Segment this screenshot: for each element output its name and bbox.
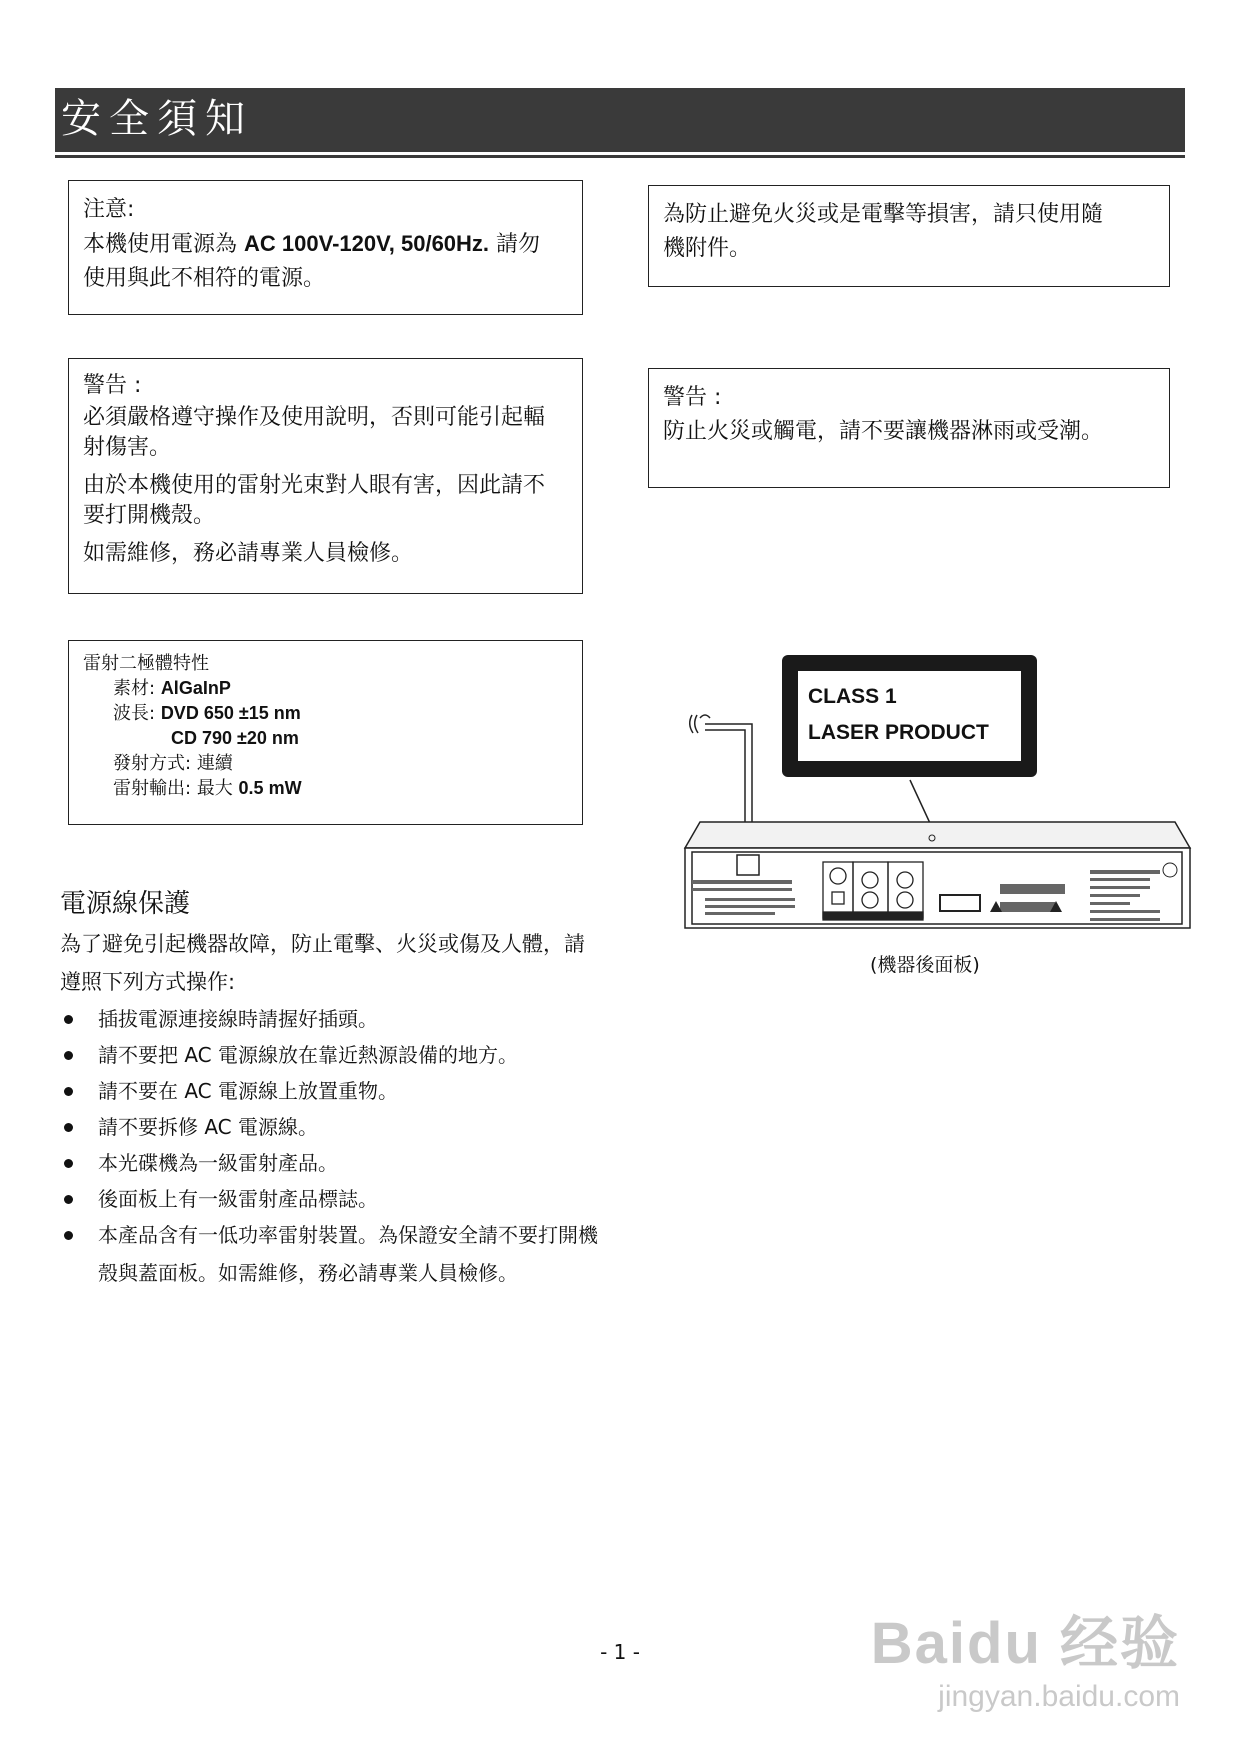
notice-line1-a: 本機使用電源為 (83, 232, 238, 257)
notice-voltage: AC 100V-120V, 50/60Hz. (244, 231, 490, 256)
page-title: 安全須知 (61, 96, 253, 142)
laser-warning-p2-line2: 要打開機殼。 (83, 503, 216, 528)
baidu-watermark (871, 1596, 1180, 1714)
list-item: 請不要把 AC 電源線放在靠近熱源設備的地方。 (60, 1036, 605, 1074)
figure-caption: (機器後面板) (870, 954, 980, 976)
bullet-icon (64, 1051, 73, 1060)
accessory-line2: 機附件。 (663, 236, 752, 261)
accessory-line1: 為防止避免火災或是電擊等損害，請只使用隨 (663, 202, 1104, 227)
power-cord-title: 電源線保護 (60, 889, 191, 919)
bullet-icon (64, 1159, 73, 1168)
bullet-icon (64, 1087, 73, 1096)
list-item: 插拔電源連接線時請握好插頭。 (60, 1000, 605, 1038)
spec-material-value: AlGaInP (160, 678, 231, 698)
class1-laser-label (782, 655, 1037, 777)
bullet-icon (64, 1123, 73, 1132)
label-line2: LASER PRODUCT (808, 721, 989, 744)
power-cord-list (60, 1000, 605, 1290)
spec-material-label: 素材: (113, 678, 156, 699)
class1-label-inner (798, 671, 1021, 761)
bullet-icon (64, 1195, 73, 1204)
list-item: 後面板上有一級雷射產品標誌。 (60, 1180, 605, 1218)
laser-warning-heading: 警告 : (83, 373, 142, 398)
list-item: 請不要拆修 AC 電源線。 (60, 1108, 605, 1146)
laser-warning-p2-line1: 由於本機使用的雷射光束對人眼有害，因此請不 (83, 473, 546, 498)
laser-warning-p3: 如需維修，務必請專業人員檢修。 (83, 541, 414, 566)
laser-warning-p1-line2: 射傷害。 (83, 435, 172, 460)
spec-wavelength-label: 波長: (113, 703, 156, 724)
watermark-brand: Baidu 经验 (870, 1611, 1180, 1676)
laser-spec-heading: 雷射二極體特性 (83, 653, 209, 674)
spec-output-value: 0.5 mW (238, 778, 302, 798)
watermark-url: jingyan.baidu.com (938, 1680, 1180, 1713)
label-line1: CLASS 1 (808, 685, 897, 708)
laser-warning-p1-line1: 必須嚴格遵守操作及使用說明，否則可能引起輻 (83, 405, 546, 430)
spec-emission-label: 發射方式: (113, 753, 192, 774)
spec-emission-value: 連續 (196, 753, 233, 774)
notice-line2: 使用與此不相符的電源。 (83, 266, 326, 291)
rear-laser-label (940, 895, 980, 911)
page-number: - 1 - (600, 1640, 640, 1664)
spec-wavelength-cd: CD 790 ±20 nm (171, 728, 299, 748)
bullet-icon (64, 1231, 73, 1240)
fire-warning-heading: 警告 : (663, 385, 722, 410)
power-cord-intro: 為了避免引起機器故障，防止電擊、火災或傷及人體，請遵照下列方式操作: (60, 932, 585, 994)
notice-heading: 注意: (83, 197, 135, 222)
spec-wavelength-dvd: DVD 650 ±15 nm (160, 703, 301, 723)
fire-warning-line1: 防止火災或觸電，請不要讓機器淋雨或受潮。 (663, 419, 1104, 444)
list-item: 本光碟機為一級雷射產品。 (60, 1144, 605, 1182)
notice-line1-c: 請勿 (496, 232, 541, 257)
list-item: 請不要在 AC 電源線上放置重物。 (60, 1072, 605, 1110)
spec-output-label: 雷射輸出: (113, 778, 192, 799)
bullet-icon (64, 1015, 73, 1024)
list-item: 本產品含有一低功率雷射裝置。為保證安全請不要打開機殼與蓋面板。如需維修，務必請專業人員檢修。 (60, 1216, 605, 1292)
spec-output-prefix: 最大 (196, 778, 233, 799)
